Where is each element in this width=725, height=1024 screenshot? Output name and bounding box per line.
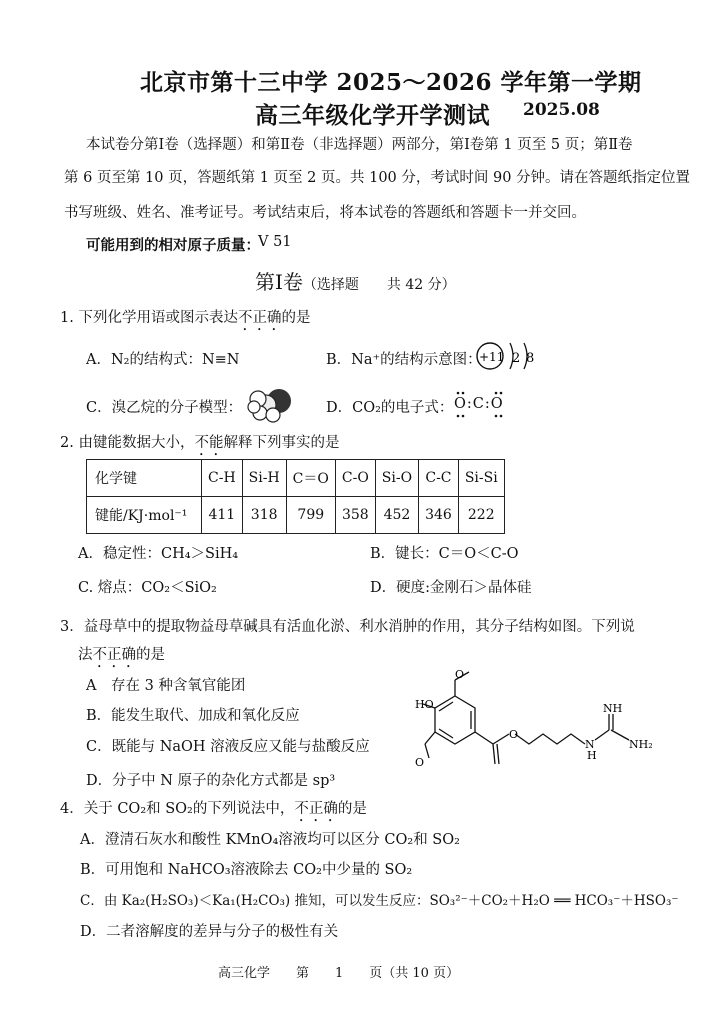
table-cell: 键能/KJ·mol⁻¹ xyxy=(87,497,202,534)
q2-option-c: C. 熔点：CO₂＜SiO₂ xyxy=(78,580,217,596)
table-cell: 799 xyxy=(286,497,335,534)
co2-electron-formula: O:C:O xyxy=(454,396,504,412)
q1-stem: 1. 下列化学用语或图示表达不正确的是 xyxy=(60,310,311,326)
na-shell1-count: 2 xyxy=(512,351,521,366)
struct-ho-label: HO xyxy=(415,698,434,711)
intro-line2: 第 6 页至第 10 页，答题纸第 1 页至 2 页。共 100 分，考试时间 90 分钟。请在答题纸指定位置 xyxy=(64,170,691,186)
na-nucleus-label: +11 xyxy=(479,350,505,364)
q3-option-a: A 存在 3 种含氧官能团 xyxy=(86,678,246,694)
table-cell: C＝O xyxy=(286,460,335,497)
bond-energy-table xyxy=(86,459,505,534)
struct-n-label: N xyxy=(585,738,595,751)
table-cell: C-O xyxy=(335,460,375,497)
q1-option-c: C．溴乙烷的分子模型： xyxy=(86,400,243,416)
q3-option-c: C．既能与 NaOH 溶液反应又能与盐酸反应 xyxy=(86,739,370,755)
table-cell: 222 xyxy=(458,497,504,534)
svg-text:O: O xyxy=(455,668,465,681)
leonurine-structure-diagram xyxy=(415,668,685,778)
q3-option-b: B．能发生取代、加成和氧化反应 xyxy=(86,708,300,724)
co2-lone-pair-dots xyxy=(450,390,510,420)
table-cell: 346 xyxy=(419,497,459,534)
section-title xyxy=(255,266,456,295)
section-title-text: 第Ⅰ卷 xyxy=(255,270,303,294)
page-footer: 高三化学 第 1 页（共 10 页） xyxy=(218,966,460,981)
struct-h-label: H xyxy=(587,749,597,762)
table-cell: 411 xyxy=(202,497,243,534)
table-cell: C-C xyxy=(419,460,459,497)
exam-date: 2025.08 xyxy=(523,100,600,120)
table-cell: Si-Si xyxy=(458,460,504,497)
q4-option-b: B．可用饱和 NaHCO₃溶液除去 CO₂中少量的 SO₂ xyxy=(80,862,413,878)
q4-stem: 4．关于 CO₂和 SO₂的下列说法中，不正确的是 xyxy=(60,801,367,817)
atomic-mass-label: 可能用到的相对原子质量： xyxy=(86,237,260,254)
intro-line3: 书写班级、姓名、准考证号。考试结束后，将本试卷的答题纸和答题卡一并交回。 xyxy=(64,205,586,221)
bromoethane-model-image xyxy=(246,385,296,423)
section-subtitle: （选择题 共 42 分） xyxy=(302,277,456,293)
na-shell2-count: 8 xyxy=(526,351,535,366)
q2-option-b: B．键长：C＝O＜C-O xyxy=(370,546,519,562)
atomic-mass-value: V 51 xyxy=(258,234,292,250)
exam-title-line1: 北京市第十三中学 2025～2026 学年第一学期 xyxy=(140,69,642,96)
table-cell: 化学键 xyxy=(87,460,202,497)
exam-title-line2: 高三年级化学开学测试 xyxy=(255,102,490,129)
q3-stem-line1: 3．益母草中的提取物益母草碱具有活血化淤、利水消肿的作用，其分子结构如图。下列说 xyxy=(60,619,635,635)
q1-option-a: A．N₂的结构式：N≡N xyxy=(86,352,240,368)
table-cell: 452 xyxy=(375,497,418,534)
q3-option-d: D．分子中 N 原子的杂化方式都是 sp³ xyxy=(86,773,336,789)
q1-option-b: B．Na⁺的结构示意图： xyxy=(326,352,482,368)
intro-line1: 本试卷分第Ⅰ卷（选择题）和第Ⅱ卷（非选择题）两部分，第Ⅰ卷第 1 页至 5 页；第Ⅱ卷 xyxy=(86,137,633,153)
q1-option-d: D．CO₂的电子式： xyxy=(326,400,454,416)
q4-option-c: C．由 Ka₂(H₂SO₃)＜Ka₁(H₂CO₃) 推知，可以发生反应：SO₃²⁻＋CO₂＋H₂O ══ HCO₃⁻＋HSO₃⁻ xyxy=(80,893,679,909)
table-cell: Si-O xyxy=(375,460,418,497)
table-row xyxy=(87,497,505,534)
table-cell: 318 xyxy=(242,497,286,534)
na-ion-structure-diagram xyxy=(474,339,544,373)
table-cell: C-H xyxy=(202,460,243,497)
table-cell: 358 xyxy=(335,497,375,534)
q3-stem-line2: 法不正确的是 xyxy=(78,647,165,663)
struct-nh2-label: NH₂ xyxy=(629,738,653,751)
table-cell: Si-H xyxy=(242,460,286,497)
svg-text:O: O xyxy=(509,728,519,741)
q2-option-a: A．稳定性：CH₄＞SiH₄ xyxy=(78,546,239,562)
q4-option-a: A．澄清石灰水和酸性 KMnO₄溶液均可以区分 CO₂和 SO₂ xyxy=(80,832,460,848)
struct-nh-label: NH xyxy=(603,702,623,715)
svg-text:O: O xyxy=(415,756,425,769)
q2-stem: 2. 由键能数据大小，不能解释下列事实的是 xyxy=(60,435,340,451)
q2-option-d: D．硬度:金刚石＞晶体硅 xyxy=(370,580,532,596)
q4-option-d: D．二者溶解度的差异与分子的极性有关 xyxy=(80,924,339,940)
table-header-row xyxy=(87,460,505,497)
